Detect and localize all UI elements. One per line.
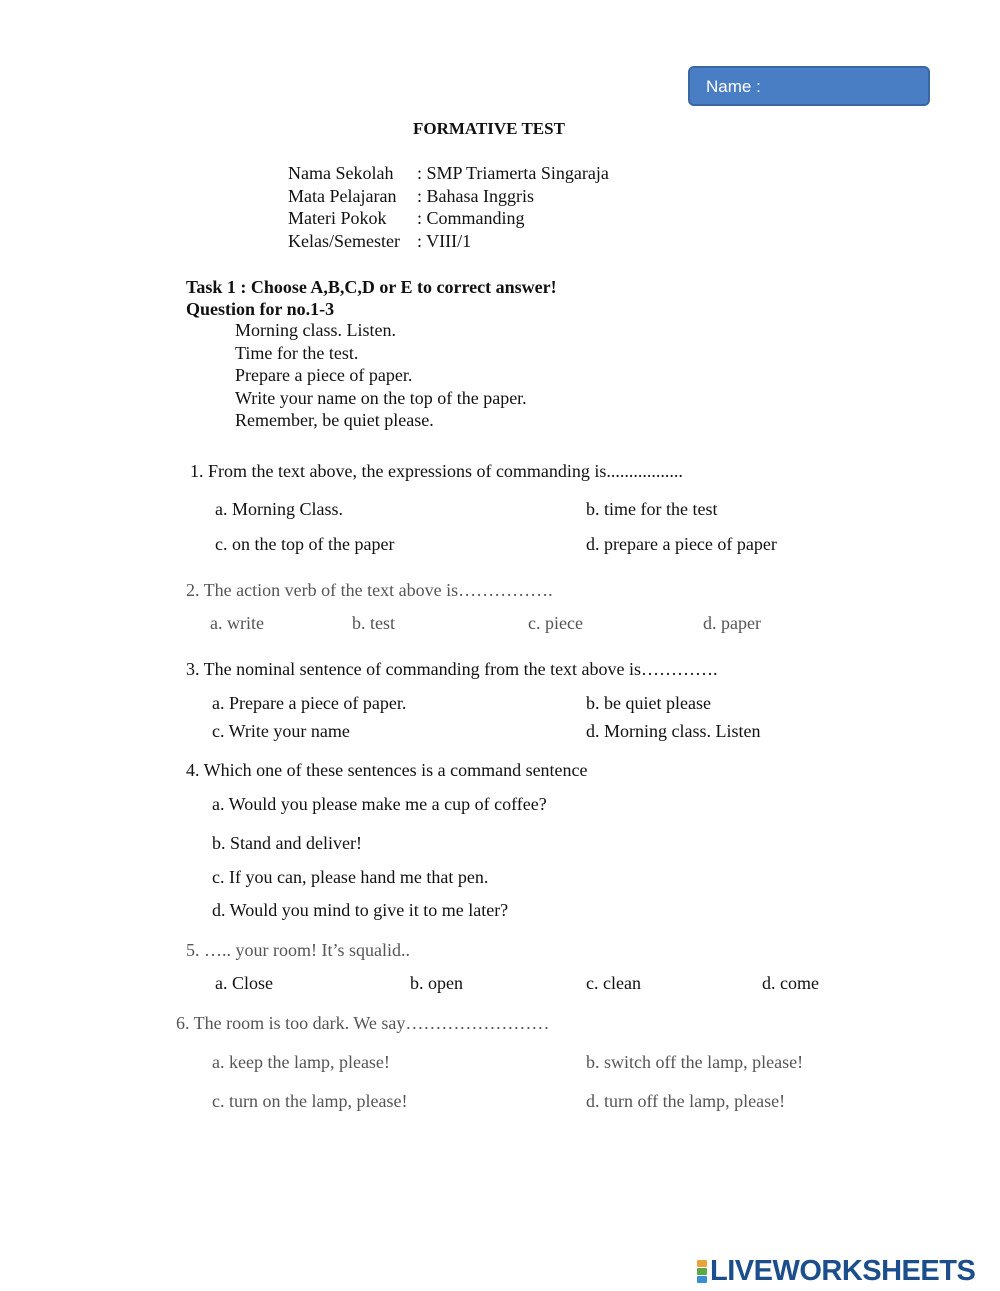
q6-option-c: c. turn on the lamp, please! [212, 1091, 408, 1111]
q5-option-a: a. Close [215, 973, 273, 993]
info-row-class: Kelas/Semester : VIII/1 [288, 230, 472, 251]
q4-option-c: c. If you can, please hand me that pen. [212, 867, 489, 887]
passage-line: Time for the test. [235, 342, 359, 363]
q6-option-b: b. switch off the lamp, please! [586, 1052, 804, 1072]
question-3: 3. The nominal sentence of commanding from the text above is…………. [186, 659, 718, 679]
q2-option-a: a. write [210, 613, 264, 633]
school-info [288, 162, 609, 252]
passage-line: Morning class. Listen. [235, 320, 396, 340]
question-4: 4. Which one of these sentences is a command sentence [186, 760, 588, 780]
q4-option-d: d. Would you mind to give it to me later? [212, 900, 509, 920]
question-1: 1. From the text above, the expressions of commanding is................. [190, 461, 683, 481]
q2-option-d: d. paper [703, 613, 761, 633]
passage [235, 319, 527, 432]
logo-cubes-icon [697, 1260, 707, 1283]
passage-line: Write your name on the top of the paper. [235, 387, 527, 408]
q6-option-d: d. turn off the lamp, please! [586, 1091, 786, 1111]
task-heading: Task 1 : Choose A,B,C,D or E to correct answer! [186, 277, 557, 297]
task-subheading: Question for no.1-3 [186, 299, 335, 319]
name-field[interactable] [688, 66, 930, 106]
liveworksheets-logo [697, 1254, 975, 1288]
page-title: FORMATIVE TEST [413, 119, 565, 138]
q4-option-b: b. Stand and deliver! [212, 833, 362, 853]
q1-option-a: a. Morning Class. [215, 499, 343, 519]
q4-option-a: a. Would you please make me a cup of coffee? [212, 794, 547, 814]
q3-option-c: c. Write your name [212, 721, 350, 741]
passage-line: Prepare a piece of paper. [235, 365, 413, 385]
q3-option-a: a. Prepare a piece of paper. [212, 693, 407, 713]
logo-text: LIVEWORKSHEETS [710, 1254, 976, 1287]
q1-option-d: d. prepare a piece of paper [586, 534, 777, 554]
info-row-subject: Mata Pelajaran : Bahasa Inggris [288, 185, 534, 206]
q1-option-b: b. time for the test [586, 499, 718, 519]
question-6: 6. The room is too dark. We say…………………… [176, 1013, 550, 1033]
q2-option-c: c. piece [528, 613, 583, 633]
question-2: 2. The action verb of the text above is……………. [186, 580, 553, 600]
info-row-school: Nama Sekolah : SMP Triamerta Singaraja [288, 163, 609, 183]
q5-option-c: c. clean [586, 973, 641, 993]
name-field-label: Name : [706, 77, 761, 96]
q3-option-b: b. be quiet please [586, 693, 711, 713]
q3-option-d: d. Morning class. Listen [586, 721, 761, 741]
passage-line: Remember, be quiet please. [235, 410, 434, 430]
question-5: 5. ….. your room! It’s squalid.. [186, 940, 410, 960]
q5-option-d: d. come [762, 973, 819, 993]
q5-option-b: b. open [410, 973, 463, 993]
info-row-topic: Materi Pokok : Commanding [288, 208, 525, 228]
q2-option-b: b. test [352, 613, 395, 633]
q1-option-c: c. on the top of the paper [215, 534, 395, 554]
q6-option-a: a. keep the lamp, please! [212, 1052, 390, 1072]
